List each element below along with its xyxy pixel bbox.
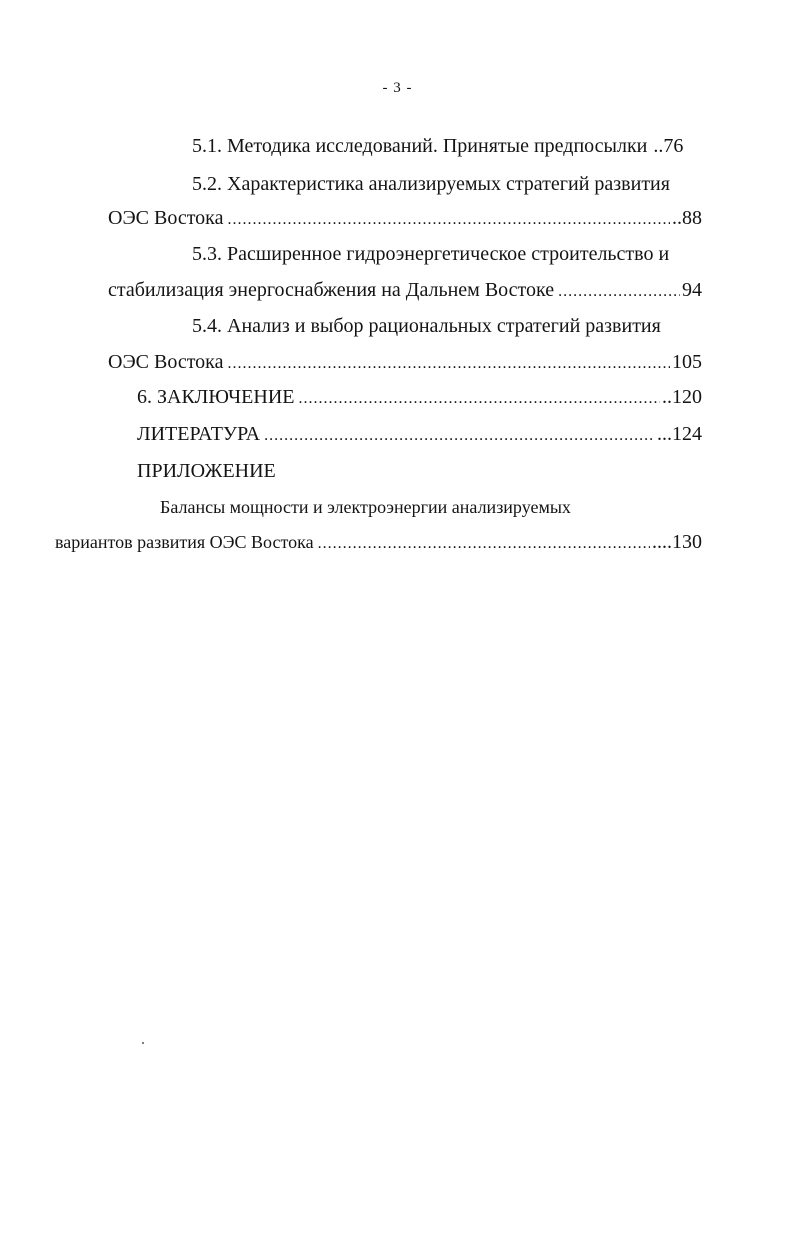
toc-entry-5-3-page: 94 [682, 279, 702, 301]
toc-entry-literature-leader [264, 424, 655, 448]
toc-entry-appendix-line2: вариантов развития ОЭС Востока [55, 532, 314, 552]
toc-entry-appendix-leader [318, 532, 650, 556]
toc-entry-5-4-line1: 5.4. Анализ и выбор рациональных стратегий развития [192, 315, 661, 337]
toc-entry-appendix-line1: Балансы мощности и электроэнергии анализируемых [160, 497, 571, 517]
toc-entry-5-1-title: 5.1. Методика исследований. Принятые предпосылки [192, 135, 648, 157]
toc-entry-5-2 [108, 206, 702, 232]
toc-entry-5-2-page: ..88 [672, 207, 702, 229]
toc-entry-6-title: 6. ЗАКЛЮЧЕНИЕ [137, 386, 295, 408]
toc-entry-5-1-page: ..76 [653, 135, 684, 157]
toc-entry-appendix-page: ....130 [652, 531, 702, 553]
toc-entry-5-4-title: ОЭС Востока [108, 351, 224, 373]
toc-entry-5-4-page: 105 [672, 351, 702, 373]
toc-entry-5-3-title: стабилизация энергоснабжения на Дальнем Востоке [108, 279, 555, 301]
toc-entry-6-leader [298, 387, 660, 411]
toc-entry-5-4-leader [227, 352, 670, 376]
page-number: - 3 - [382, 80, 413, 96]
toc-entry-5-2-leader [227, 208, 670, 232]
toc-entry-5-3-leader [558, 280, 680, 304]
toc-entry-5-3-line1: 5.3. Расширенное гидроэнергетическое строительство и [192, 243, 670, 265]
toc-entry-5-1 [192, 134, 702, 158]
toc-entry-literature [137, 422, 702, 448]
toc-entry-5-4 [108, 350, 702, 376]
toc-entry-5-2-line1: 5.2. Характеристика анализируемых стратегий развития [192, 173, 670, 195]
toc-entry-5-3 [108, 278, 702, 304]
toc-entry-6 [137, 385, 702, 411]
toc-entry-literature-page: ...124 [657, 423, 702, 445]
toc-entry-literature-title: ЛИТЕРАТУРА [137, 423, 261, 445]
toc-entry-5-2-title: ОЭС Востока [108, 207, 224, 229]
scan-speck [142, 1042, 144, 1044]
toc-entry-appendix-title: ПРИЛОЖЕНИЕ [137, 460, 276, 482]
toc-entry-6-page: ..120 [662, 386, 702, 408]
toc-entry-appendix [55, 530, 702, 556]
